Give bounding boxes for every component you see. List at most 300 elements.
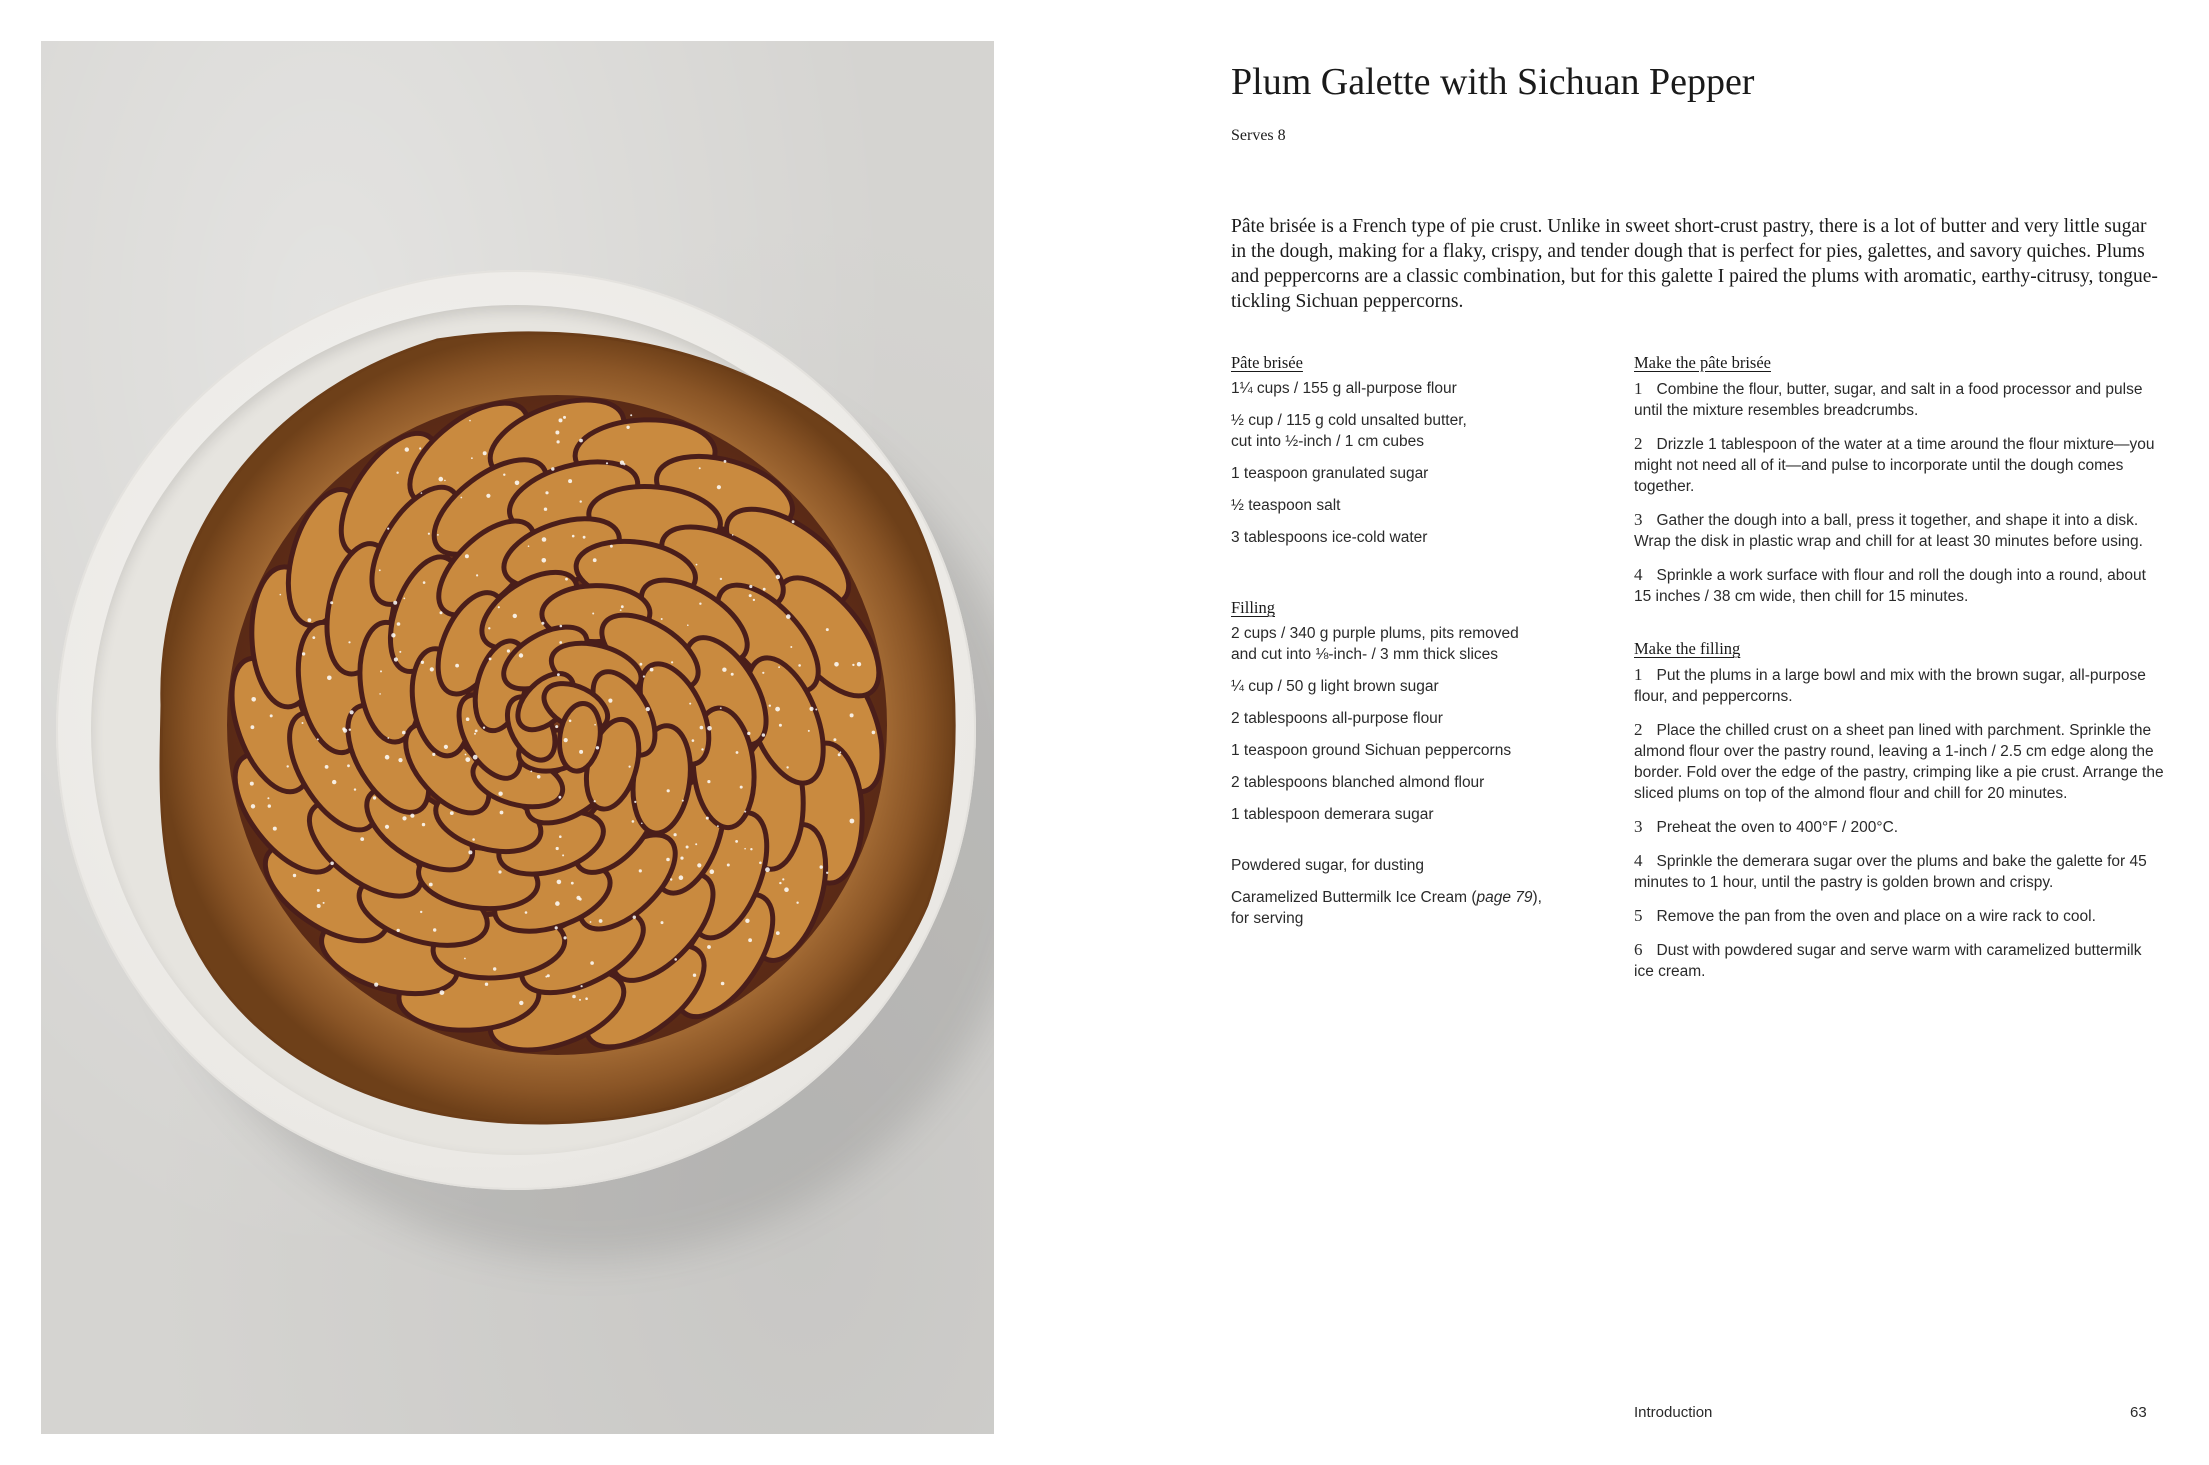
sugar-speck (280, 594, 282, 596)
sugar-speck (762, 672, 764, 674)
sugar-speck (422, 823, 425, 826)
sugar-speck (641, 823, 643, 825)
step-text: Combine the flour, butter, sugar, and salt in a food processor and pulse until the mixture resembles breadcrumbs. (1634, 381, 2143, 419)
sugar-speck (695, 843, 697, 845)
sugar-speck (749, 585, 752, 588)
sugar-speck (267, 797, 269, 799)
sugar-speck (579, 439, 583, 443)
sugar-speck (650, 668, 654, 672)
sugar-speck (507, 649, 510, 652)
sugar-speck (798, 664, 801, 667)
step-text: Drizzle 1 tablespoon of the water at a time around the flour mixture—you might not need all of it—and pulse to incorporate until the dough comes together. (1634, 436, 2155, 495)
sugar-speck (433, 928, 436, 931)
sugar-speck (857, 662, 861, 666)
sugar-speck (796, 902, 798, 904)
sugar-speck (325, 765, 329, 769)
sugar-speck (380, 670, 382, 672)
sugar-speck (430, 667, 434, 671)
sugar-speck (302, 722, 304, 724)
serving-extra: Powdered sugar, for dusting (1231, 857, 1425, 874)
sugar-speck (608, 699, 612, 703)
sugar-speck (387, 737, 389, 739)
sugar-speck (440, 990, 445, 995)
step-text: Dust with powdered sugar and serve warm with caramelized buttermilk ice cream. (1634, 942, 2142, 980)
sugar-speck (354, 788, 356, 790)
step-text: Place the chilled crust on a sheet pan lined with parchment. Sprinkle the almond flour over the pastry round, leaving a 1-inch / 2.5 cm edge along the border. Fold over the edge of the pastry, crimping like a pie crust. Arrange the sliced plums on top of the almond flour and chill for 20 minutes. (1634, 722, 2164, 802)
sugar-speck (528, 545, 530, 547)
method-step (1634, 433, 2164, 497)
sugar-speck (542, 537, 547, 542)
sugar-speck (555, 901, 560, 906)
sugar-speck (776, 575, 780, 579)
sugar-speck (302, 652, 305, 655)
sugar-speck (583, 536, 586, 539)
sugar-speck (666, 858, 670, 862)
sugar-speck (640, 663, 643, 666)
sugar-speck (850, 819, 855, 824)
sugar-speck (747, 732, 750, 735)
sugar-speck (559, 641, 562, 644)
sugar-speck (332, 780, 336, 784)
step-number: 1 (1634, 379, 1643, 398)
sugar-speck (557, 880, 562, 885)
sugar-speck (251, 697, 256, 702)
sugar-speck (682, 800, 684, 802)
sugar-speck (402, 816, 406, 820)
sugar-speck (736, 751, 739, 754)
sugar-speck (620, 461, 624, 465)
sugar-speck (464, 958, 466, 960)
sugar-speck (559, 835, 562, 838)
sugar-speck (293, 874, 296, 877)
sugar-speck (775, 707, 780, 712)
sugar-speck (820, 865, 823, 868)
servings: Serves 8 (1231, 127, 1286, 144)
sugar-speck (850, 713, 854, 717)
method-step (1634, 850, 2164, 893)
sugar-speck (748, 938, 752, 942)
ice-cream-text-end: ), for serving (1231, 889, 1542, 927)
sugar-speck (693, 974, 696, 977)
sugar-speck (555, 725, 558, 728)
sugar-speck (472, 838, 475, 841)
sugar-speck (610, 545, 613, 548)
sugar-speck (579, 999, 581, 1001)
sugar-speck (379, 693, 381, 695)
sugar-speck (632, 820, 635, 823)
sugar-speck (687, 624, 689, 626)
sugar-speck (385, 755, 390, 760)
sugar-speck (465, 554, 469, 558)
sugar-speck (569, 720, 572, 723)
step-number: 4 (1634, 565, 1643, 584)
sugar-speck (350, 710, 354, 714)
sugar-speck (444, 480, 446, 482)
sugar-speck (402, 731, 406, 735)
sugar-speck (599, 919, 603, 923)
page-number: 63 (2130, 1404, 2147, 1421)
sugar-speck (475, 730, 478, 733)
sugar-speck (735, 840, 738, 843)
sugar-speck (562, 854, 564, 856)
sugar-speck (485, 983, 488, 986)
sugar-speck (483, 727, 485, 729)
sugar-speck (593, 558, 597, 562)
sugar-speck (498, 606, 500, 608)
sugar-speck (555, 431, 559, 435)
sugar-speck (784, 887, 789, 892)
sugar-speck (710, 869, 715, 874)
sugar-speck (674, 833, 677, 836)
sugar-speck (581, 985, 583, 987)
step-number: 1 (1634, 665, 1643, 684)
sugar-speck (559, 418, 563, 422)
step-number: 2 (1634, 720, 1643, 739)
sugar-speck (826, 872, 828, 874)
ingredient: 3 tablespoons ice-cold water (1231, 529, 1428, 546)
sugar-speck (721, 982, 725, 986)
sugar-speck (493, 967, 496, 970)
ingredient: 1 tablespoon demerara sugar (1231, 806, 1434, 823)
step-number: 3 (1634, 510, 1643, 529)
sugar-speck (769, 705, 771, 707)
sugar-speck (621, 605, 624, 608)
sugar-speck (423, 581, 426, 584)
sugar-speck (287, 765, 289, 767)
serving-plate (56, 270, 976, 1190)
sugar-speck (374, 983, 378, 987)
sugar-speck (629, 766, 631, 768)
sugar-speck (696, 564, 698, 566)
page-reference-link[interactable]: page 79 (1476, 889, 1533, 906)
sugar-speck (809, 707, 813, 711)
method-step (1634, 719, 2164, 804)
sugar-speck (572, 535, 575, 538)
step-number: 3 (1634, 817, 1643, 836)
sugar-speck (373, 796, 376, 799)
sugar-speck (489, 658, 492, 661)
sugar-speck (541, 622, 544, 625)
sugar-speck (396, 472, 398, 474)
sugar-speck (349, 729, 351, 731)
sugar-speck (391, 633, 395, 637)
sugar-speck (563, 416, 566, 419)
footer-section-name: Introduction (1634, 1404, 1713, 1421)
sugar-speck (330, 862, 334, 866)
sugar-speck (410, 814, 414, 818)
method-step (1634, 664, 2164, 707)
sugar-speck (671, 661, 673, 663)
sugar-speck (679, 875, 684, 880)
ingredient: 1 teaspoon granulated sugar (1231, 465, 1429, 482)
method-step (1634, 509, 2164, 552)
sugar-speck (776, 931, 780, 935)
sugar-speck (466, 717, 470, 721)
sugar-speck (639, 869, 642, 872)
sugar-speck (626, 426, 629, 429)
method-column (1634, 352, 2164, 994)
sugar-speck (312, 636, 315, 639)
sugar-speck (786, 614, 791, 619)
sugar-speck (594, 800, 596, 802)
ingredient: 2 tablespoons blanched almond flour (1231, 774, 1485, 791)
sugar-speck (568, 479, 572, 483)
sugar-speck (405, 447, 409, 451)
sugar-speck (397, 622, 401, 626)
method-step (1634, 816, 2164, 838)
sugar-speck (790, 646, 792, 648)
sugar-speck (745, 919, 749, 923)
sugar-speck (815, 709, 817, 711)
sugar-speck (473, 755, 478, 760)
sugar-speck (360, 837, 364, 841)
step-text: Sprinkle the demerara sugar over the plums and bake the galette for 45 minutes to 1 hour, until the pastry is golden brown and crispy. (1634, 853, 2147, 891)
method-step (1634, 564, 2164, 607)
sugar-speck (620, 609, 622, 611)
sugar-speck (786, 766, 788, 768)
sugar-speck (699, 603, 701, 605)
sugar-speck (537, 775, 541, 779)
sugar-speck (556, 847, 559, 850)
sugar-speck (697, 863, 701, 867)
sugar-speck (500, 811, 504, 815)
sugar-speck (468, 850, 472, 854)
pate-brisee-heading: Pâte brisée (1231, 353, 1303, 372)
sugar-speck (744, 848, 746, 850)
galette-photo (41, 41, 994, 1434)
sugar-speck (564, 936, 567, 939)
ingredient: ¼ cup / 50 g light brown sugar (1231, 678, 1439, 695)
sugar-speck (633, 916, 636, 919)
sugar-speck (707, 945, 711, 949)
sugar-speck (398, 758, 402, 762)
recipe-intro: Pâte brisée is a French type of pie crust. Unlike in sweet short-crust pastry, there is a lot of butter and very little sugar in the dough, making for a flaky, crispy, and tender dough that is perfect for pies, galettes, and savory quiches. Plums and peppercorns are a classic combination, but for this galette I paired the plums with aromatic, earthy-citrusy, tongue-tickling Sichuan peppercorns. (1231, 216, 2158, 312)
sugar-speck (778, 666, 780, 668)
ingredient: 2 cups / 340 g purple plums, pits removed and cut into ⅛-inch- / 3 mm thick slices (1231, 625, 1519, 663)
sugar-speck (439, 477, 444, 482)
sugar-speck (330, 601, 333, 604)
sugar-speck (765, 867, 770, 872)
sugar-speck (750, 848, 752, 850)
sugar-speck (474, 733, 476, 735)
sugar-speck (606, 462, 608, 464)
sugar-speck (323, 902, 325, 904)
plum-galette (147, 325, 967, 1125)
sugar-speck (700, 726, 704, 730)
sugar-speck (590, 961, 594, 965)
sugar-speck (437, 534, 439, 536)
sugar-speck (498, 792, 502, 796)
sugar-speck (251, 804, 255, 808)
step-number: 4 (1634, 851, 1643, 870)
sugar-speck (634, 801, 636, 803)
sugar-speck (393, 601, 397, 605)
plate-well (91, 305, 941, 1155)
sugar-speck (450, 811, 454, 815)
sugar-speck (720, 707, 722, 709)
sugar-speck (667, 789, 670, 792)
sugar-speck (399, 651, 401, 653)
step-text: Put the plums in a large bowl and mix with the brown sugar, all-purpose flour, and peppercorns. (1634, 667, 2146, 705)
recipe-title: Plum Galette with Sichuan Pepper (1231, 61, 1755, 103)
sugar-speck (519, 653, 523, 657)
sugar-speck (465, 757, 470, 762)
sugar-speck (834, 662, 839, 667)
sugar-speck (744, 811, 746, 813)
sugar-speck (428, 533, 430, 535)
sugar-speck (465, 754, 467, 756)
sugar-speck (385, 825, 389, 829)
ingredient: ½ cup / 115 g cold unsalted butter, cut into ½-inch / 1 cm cubes (1231, 412, 1467, 450)
sugar-speck (444, 745, 448, 749)
sugar-speck (557, 673, 560, 676)
sugar-speck (763, 588, 766, 591)
sugar-speck (455, 664, 459, 668)
sugar-speck (686, 846, 689, 849)
step-number: 2 (1634, 434, 1643, 453)
sugar-speck (732, 534, 734, 536)
sugar-speck (419, 447, 421, 449)
sugar-speck (701, 748, 703, 750)
sugar-speck (792, 520, 795, 523)
sugar-speck (707, 780, 710, 783)
sugar-speck (420, 911, 422, 913)
ingredient: 1¼ cups / 155 g all-purpose flour (1231, 380, 1457, 397)
sugar-speck (826, 628, 829, 631)
sugar-speck (740, 786, 743, 789)
sugar-speck (429, 883, 433, 887)
sugar-speck (476, 574, 478, 576)
sugar-speck (699, 467, 701, 469)
step-number: 6 (1634, 940, 1643, 959)
sugar-speck (327, 676, 332, 681)
sugar-speck (317, 738, 319, 740)
sugar-speck (348, 641, 350, 643)
sugar-speck (572, 995, 576, 999)
sugar-speck (661, 921, 664, 924)
ingredient: 1 teaspoon ground Sichuan peppercorns (1231, 742, 1512, 759)
sugar-speck (498, 870, 501, 873)
sugar-speck (722, 668, 726, 672)
ice-cream-text: Caramelized Buttermilk Ice Cream ( (1231, 889, 1477, 906)
sugar-speck (707, 726, 712, 731)
sugar-speck (833, 738, 836, 741)
sugar-speck (559, 796, 562, 799)
sugar-speck (585, 997, 588, 1000)
sugar-speck (571, 882, 574, 885)
sugar-speck (555, 926, 558, 929)
sugar-speck (544, 508, 547, 511)
sugar-speck (515, 481, 520, 486)
serving-extra (1231, 887, 1591, 929)
sugar-speck (692, 739, 695, 742)
sugar-speck (503, 474, 505, 476)
sugar-speck (670, 878, 672, 880)
sugar-speck (317, 904, 321, 908)
sugar-speck (596, 746, 599, 749)
sugar-speck (347, 764, 350, 767)
sugar-speck (387, 528, 389, 530)
sugar-speck (488, 627, 490, 629)
ingredient: ½ teaspoon salt (1231, 497, 1341, 514)
sugar-speck (560, 625, 563, 628)
sugar-speck (753, 599, 755, 601)
sugar-speck (808, 730, 810, 732)
sugar-speck (268, 804, 271, 807)
sugar-speck (717, 485, 721, 489)
sugar-speck (530, 771, 532, 773)
sugar-speck (643, 675, 645, 677)
step-text: Gather the dough into a ball, press it together, and shape it into a disk. Wrap the disk in plastic wrap and chill for at least 30 minutes before using. (1634, 512, 2143, 550)
sugar-speck (731, 673, 734, 676)
sugar-speck (592, 613, 594, 615)
sugar-speck (317, 889, 320, 892)
sugar-speck (759, 862, 762, 865)
sugar-speck (483, 451, 487, 455)
sugar-speck (379, 569, 381, 571)
sugar-speck (551, 467, 554, 470)
sugar-speck (273, 827, 277, 831)
ingredients-column (1231, 352, 1591, 940)
sugar-speck (689, 703, 691, 705)
sugar-speck (852, 664, 854, 666)
sugar-speck (717, 825, 719, 827)
sugar-speck (564, 738, 568, 742)
sugar-speck (782, 878, 784, 880)
sugar-speck (838, 753, 841, 756)
sugar-speck (557, 440, 560, 443)
step-text: Remove the pan from the oven and place on a wire rack to cool. (1656, 908, 2096, 925)
step-text: Preheat the oven to 400°F / 200°C. (1656, 819, 1899, 836)
sugar-speck (594, 724, 596, 726)
sugar-speck (579, 898, 582, 901)
ingredient: 2 tablespoons all-purpose flour (1231, 710, 1443, 727)
sugar-speck (762, 733, 765, 736)
sugar-speck (646, 707, 650, 711)
sugar-speck (545, 491, 548, 494)
galette-illustration (147, 325, 967, 1125)
sugar-speck (460, 497, 462, 499)
sugar-speck (486, 494, 490, 498)
sugar-speck (403, 598, 405, 600)
sugar-speck (580, 500, 582, 502)
sugar-speck (251, 725, 255, 729)
sugar-speck (525, 911, 528, 914)
method-step (1634, 939, 2164, 982)
step-text: Sprinkle a work surface with flour and roll the dough into a round, about 15 inches / 38 cm wide, then chill for 15 minutes. (1634, 567, 2146, 605)
sugar-speck (674, 958, 677, 961)
sugar-speck (308, 618, 312, 622)
sugar-speck (469, 420, 471, 422)
sugar-speck (706, 817, 709, 820)
make-filling-heading: Make the filling (1634, 639, 1741, 658)
sugar-speck (724, 460, 727, 463)
sugar-speck (727, 864, 730, 867)
sugar-speck (440, 611, 443, 614)
sugar-speck (630, 414, 632, 416)
sugar-speck (270, 714, 273, 717)
method-step (1634, 905, 2164, 927)
sugar-speck (779, 882, 781, 884)
sugar-speck (565, 578, 568, 581)
sugar-speck (840, 751, 842, 753)
sugar-speck (545, 976, 547, 978)
sugar-speck (394, 657, 398, 661)
filling-heading: Filling (1231, 598, 1276, 617)
sugar-speck (720, 578, 722, 580)
sugar-speck (579, 750, 583, 754)
sugar-speck (542, 558, 547, 563)
